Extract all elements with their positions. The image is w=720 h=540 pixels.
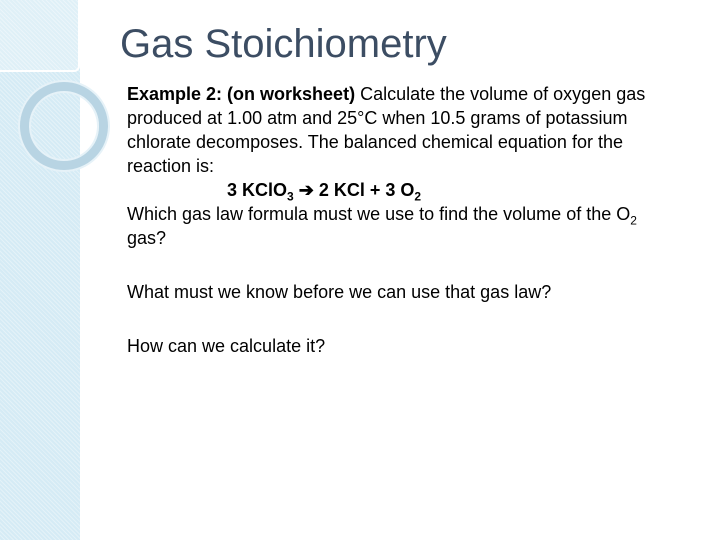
decorative-sidebar [0, 0, 80, 540]
equation-reactant: 3 KClO [227, 180, 288, 200]
question-1 [127, 202, 647, 250]
decorative-square [0, 0, 80, 72]
question-3: How can we calculate it? [127, 336, 326, 356]
example-paragraph [127, 82, 647, 178]
chemical-equation [127, 178, 647, 202]
slide-title: Gas Stoichiometry [120, 22, 447, 66]
question-2: What must we know before we can use that gas law? [127, 282, 552, 302]
reaction-arrow-icon: ➔ [298, 180, 314, 200]
slide-body [127, 82, 647, 358]
example-text: Calculate the volume of oxygen gas produced at 1.00 atm and 25°C when 10.5 grams of potassium chlorate decomposes. The balanced chemical equation for the reaction is: [127, 84, 646, 176]
example-label: Example 2: (on worksheet) [127, 84, 356, 104]
equation-products: 2 KCl + 3 O [313, 180, 415, 200]
question-1-text-b: gas? [127, 228, 167, 248]
question-1-text-a: Which gas law formula must we use to find the volume of the O [127, 204, 631, 224]
question-1-subscript: 2 [630, 213, 637, 228]
decorative-ring [20, 82, 108, 170]
equation-product-subscript: 2 [414, 189, 422, 204]
equation-reactant-subscript: 3 [287, 189, 294, 204]
